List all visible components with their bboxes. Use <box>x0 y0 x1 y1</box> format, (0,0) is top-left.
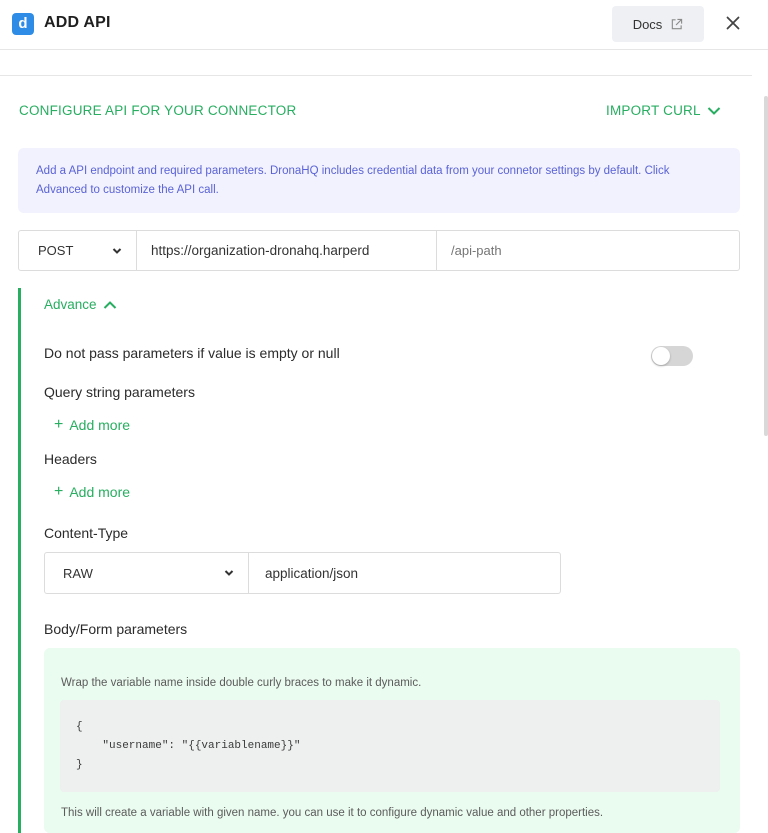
headers-add-more-button[interactable] <box>54 484 130 500</box>
add-more-label: Add more <box>69 417 131 433</box>
section-title: CONFIGURE API FOR YOUR CONNECTOR <box>19 103 297 118</box>
external-link-icon <box>670 18 683 31</box>
advance-label: Advance <box>44 297 97 312</box>
add-more-label: Add more <box>69 484 131 500</box>
skip-empty-toggle[interactable] <box>651 346 693 366</box>
body-params-label: Body/Form parameters <box>44 621 188 637</box>
content-type-mode-select[interactable] <box>45 553 249 593</box>
content-type-row <box>44 552 561 594</box>
chevron-up-icon <box>103 300 117 310</box>
headers-label: Headers <box>44 451 97 467</box>
tip-text: Wrap the variable name inside double curly braces to make it dynamic. <box>61 677 422 689</box>
code-example: { "username": "{{variablename}}" } <box>60 700 720 792</box>
sub-toolbar <box>0 51 752 76</box>
import-curl-label: IMPORT CURL <box>606 103 701 118</box>
plus-icon: + <box>54 483 64 500</box>
query-params-label: Query string parameters <box>44 384 195 400</box>
scrollbar-thumb[interactable] <box>764 96 768 436</box>
chevron-down-icon <box>707 106 721 116</box>
chevron-down-icon <box>112 247 122 255</box>
advance-section-border <box>18 288 21 833</box>
base-url-field: https://organization-dronahq.harperd <box>137 231 437 270</box>
method-select[interactable] <box>19 231 137 270</box>
docs-label: Docs <box>632 16 663 32</box>
modal-title: ADD API <box>44 14 111 31</box>
info-box: Add a API endpoint and required parameters. DronaHQ includes credential data from your connetor settings by default. Click Advanced to customize the API call. <box>18 148 740 213</box>
method-value: POST <box>38 243 74 258</box>
content-type-label: Content-Type <box>44 525 129 541</box>
content-type-value-input[interactable]: application/json <box>265 565 359 581</box>
close-icon <box>726 16 740 30</box>
modal-header <box>0 0 768 50</box>
close-button[interactable] <box>722 12 744 34</box>
advance-toggle[interactable] <box>44 297 117 312</box>
tip-note: This will create a variable with given name. you can use it to configure dynamic value and other properties. <box>61 807 604 819</box>
docs-button[interactable] <box>612 6 704 42</box>
toggle-knob <box>652 347 670 365</box>
chevron-down-icon <box>224 569 234 577</box>
content-type-mode: RAW <box>63 565 93 581</box>
skip-empty-label: Do not pass parameters if value is empty or null <box>44 345 340 361</box>
api-path-input[interactable] <box>437 231 739 270</box>
dronahq-logo-icon: d <box>12 13 34 35</box>
endpoint-row <box>18 230 740 271</box>
import-curl-button[interactable] <box>606 103 721 118</box>
dynamic-variable-tip <box>44 648 740 833</box>
plus-icon: + <box>54 416 64 433</box>
query-add-more-button[interactable] <box>54 417 130 433</box>
